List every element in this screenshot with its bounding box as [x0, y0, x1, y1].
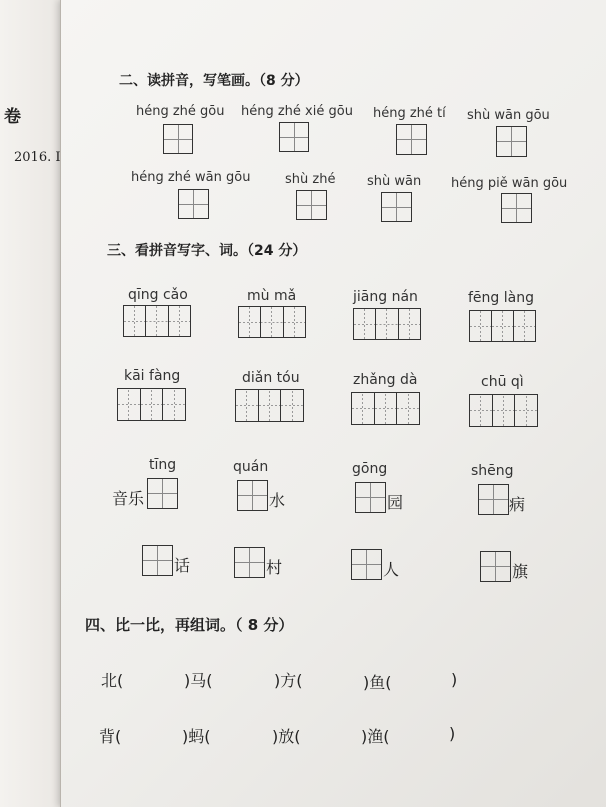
word-context-text: 病 — [509, 495, 526, 514]
char-pinyin: shēng — [471, 463, 514, 479]
stroke-writing-box[interactable] — [396, 124, 427, 155]
section-4-heading: 四、比一比，再组词。（ 8 分） — [85, 616, 294, 634]
compare-char: )放( — [272, 727, 301, 746]
stroke-pinyin: shù zhé — [285, 172, 336, 187]
word-pinyin: mù mǎ — [247, 288, 297, 304]
section-3-heading: 三、看拼音写字、词。（24 分） — [107, 243, 307, 259]
left-page-year: 2016. I — [14, 150, 61, 165]
compare-char: 北( — [101, 671, 124, 690]
char-writing-box[interactable] — [478, 484, 509, 515]
stroke-pinyin: héng zhé wān gōu — [131, 170, 251, 185]
stroke-writing-box[interactable] — [178, 189, 209, 219]
stroke-pinyin: shù wān — [367, 174, 422, 189]
word-pinyin: chū qì — [481, 374, 524, 390]
char-writing-box[interactable] — [234, 547, 265, 578]
stroke-writing-box[interactable] — [279, 122, 309, 152]
word-pinyin: zhǎng dà — [353, 372, 418, 388]
word-pinyin: jiāng nán — [353, 289, 418, 305]
section-2-heading: 二、读拼音，写笔画。（8 分） — [119, 73, 309, 89]
word-context-text: 话 — [174, 556, 191, 575]
char-writing-box[interactable] — [351, 549, 382, 580]
stroke-writing-box[interactable] — [163, 124, 193, 154]
word-writing-boxes[interactable] — [353, 308, 421, 340]
stroke-pinyin: shù wān gōu — [467, 108, 550, 123]
compare-char: )鱼( — [363, 673, 392, 692]
word-pinyin: fēng làng — [468, 290, 534, 306]
char-writing-box[interactable] — [237, 480, 268, 511]
stroke-writing-box[interactable] — [296, 190, 327, 220]
word-context-text: 音乐 — [112, 489, 145, 508]
stroke-pinyin: héng zhé gōu — [136, 104, 225, 119]
word-context-text: 园 — [387, 493, 404, 512]
compare-char: 背( — [99, 727, 122, 746]
char-writing-box[interactable] — [142, 545, 173, 576]
word-context-text: 水 — [269, 491, 286, 510]
word-pinyin: qīng cǎo — [128, 287, 188, 303]
compare-char: )渔( — [361, 727, 390, 746]
word-context-text: 人 — [383, 560, 400, 579]
compare-char: )蚂( — [182, 727, 211, 746]
word-writing-boxes[interactable] — [238, 306, 306, 338]
worksheet-page — [60, 0, 606, 807]
stroke-writing-box[interactable] — [496, 126, 527, 157]
char-pinyin: quán — [233, 459, 269, 475]
word-writing-boxes[interactable] — [117, 388, 186, 421]
word-context-text: 旗 — [512, 562, 529, 581]
stroke-pinyin: héng zhé xié gōu — [241, 104, 353, 119]
word-writing-boxes[interactable] — [235, 389, 304, 422]
word-pinyin: diǎn tóu — [242, 370, 300, 386]
left-page-title: 卷 — [4, 107, 21, 127]
word-pinyin: kāi fàng — [124, 368, 181, 384]
word-context-text: 村 — [266, 558, 283, 577]
word-writing-boxes[interactable] — [351, 392, 420, 425]
word-writing-boxes[interactable] — [123, 305, 191, 337]
char-pinyin: tīng — [149, 457, 177, 473]
char-writing-box[interactable] — [147, 478, 178, 509]
compare-char: ) — [449, 724, 456, 743]
word-writing-boxes[interactable] — [469, 394, 538, 427]
char-pinyin: gōng — [352, 461, 388, 477]
compare-char: )马( — [184, 671, 213, 690]
stroke-pinyin: héng zhé tí — [373, 106, 446, 121]
stroke-pinyin: héng piě wān gōu — [451, 176, 568, 191]
compare-char: ) — [451, 670, 458, 689]
stroke-writing-box[interactable] — [501, 193, 532, 223]
word-writing-boxes[interactable] — [469, 310, 536, 342]
char-writing-box[interactable] — [355, 482, 386, 513]
char-writing-box[interactable] — [480, 551, 511, 582]
compare-char: )方( — [274, 671, 303, 690]
stroke-writing-box[interactable] — [381, 192, 412, 222]
